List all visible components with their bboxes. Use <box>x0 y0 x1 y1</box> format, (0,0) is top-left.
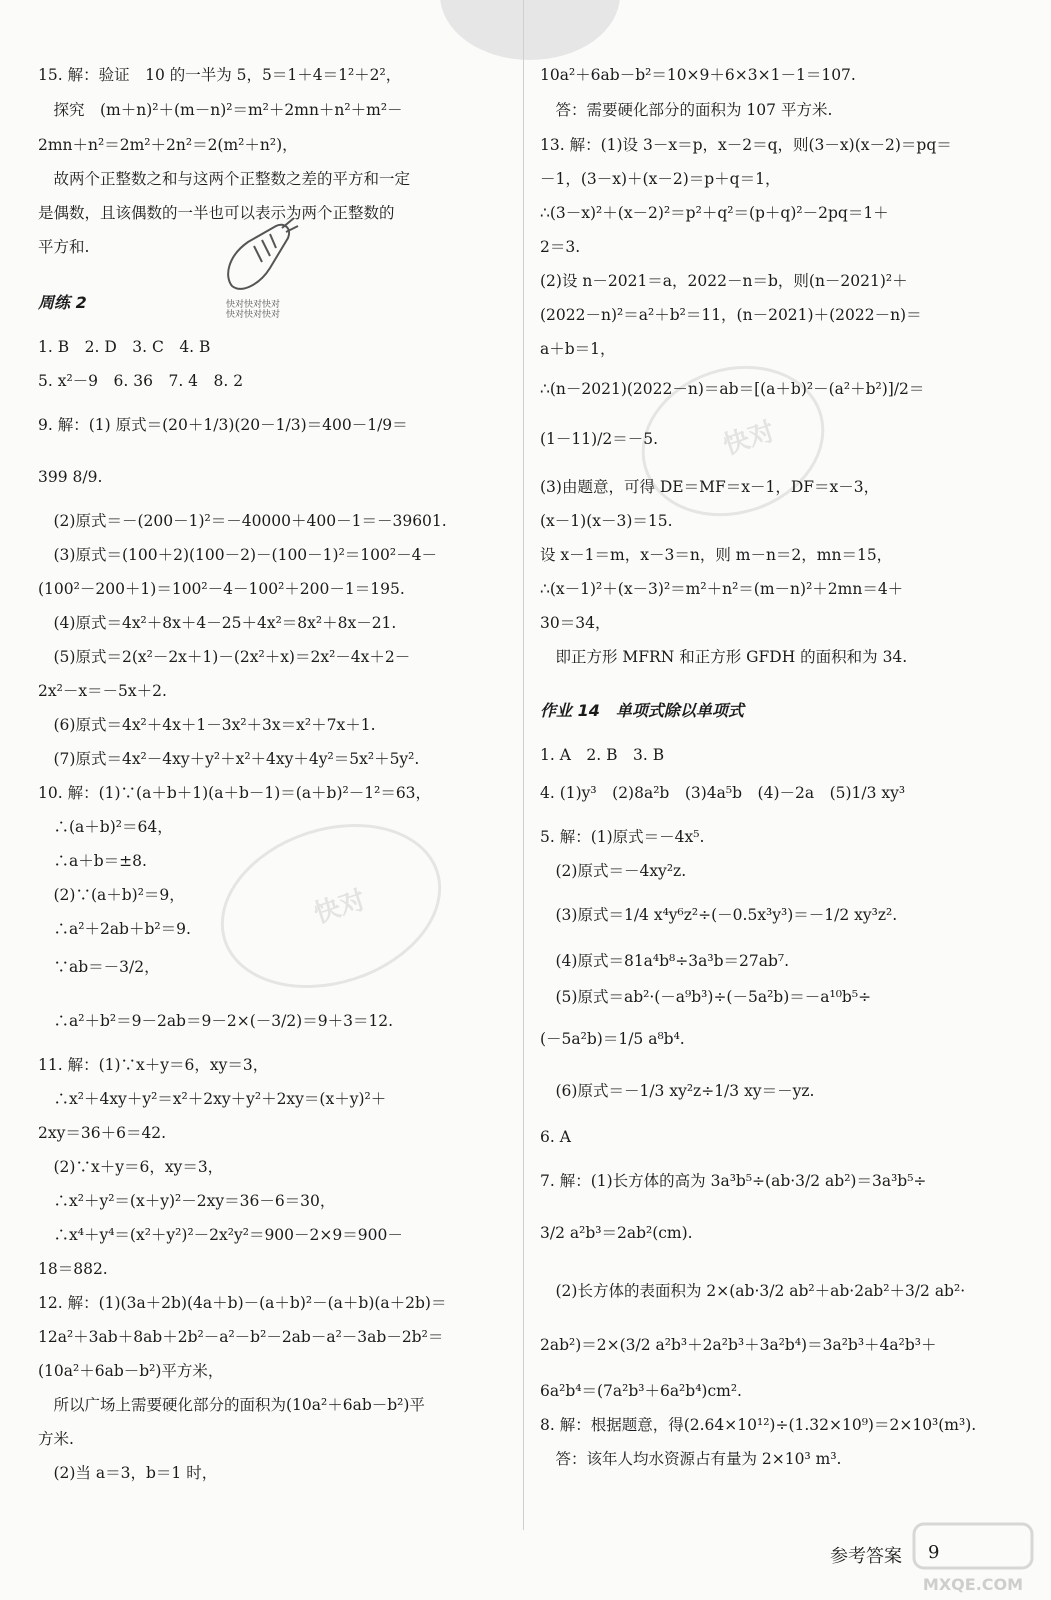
text-line: 3/2 a²b³＝2ab²(cm). <box>540 1224 693 1242</box>
watermark-text: 快对 <box>310 885 370 930</box>
text-line: (1－11)/2＝－5. <box>540 430 659 448</box>
text-line: 所以广场上需要硬化部分的面积为(10a²＋6ab－b²)平 <box>38 1396 425 1414</box>
text-line: (2)原式＝－(200－1)²＝－40000＋400－1＝－39601. <box>38 512 447 530</box>
section-heading: 周练 2 <box>38 293 87 312</box>
text-line: 答：该年人均水资源占有量为 2×10³ m³. <box>540 1450 842 1468</box>
text-line: 探究 (m＋n)²＋(m－n)²＝m²＋2mn＋n²＋m²－ <box>38 101 403 119</box>
text-line: (7)原式＝4x²－4xy＋y²＋x²＋4xy＋4y²＝5x²＋5y². <box>38 750 420 768</box>
watermark-text: 快对 <box>719 416 779 462</box>
text-line: ∴(3－x)²＋(x－2)²＝p²＋q²＝(p＋q)²－2pq＝1＋ <box>540 204 889 222</box>
text-line: 2＝3. <box>540 238 581 256</box>
text-line: 答：需要硬化部分的面积为 107 平方米. <box>540 101 833 119</box>
text-line: (5)原式＝ab²·(－a⁹b³)÷(－5a²b)＝－a¹⁰b⁵÷ <box>540 988 872 1006</box>
text-line: 10. 解：(1)∵(a＋b＋1)(a＋b－1)＝(a＋b)²－1²＝63， <box>38 784 432 802</box>
text-line: 9. 解：(1) 原式＝(20＋1/3)(20－1/3)＝400－1/9＝ <box>38 416 408 434</box>
text-line: 399 8/9. <box>38 468 103 486</box>
text-line: 故两个正整数之和与这两个正整数之差的平方和一定 <box>38 170 411 188</box>
text-line: 方米. <box>38 1430 74 1448</box>
text-line: 2ab²)＝2×(3/2 a²b³＋2a²b³＋3a²b⁴)＝3a²b³＋4a²b³＋ <box>540 1336 937 1354</box>
text-line: (10a²＋6ab－b²)平方米， <box>38 1362 224 1380</box>
text-line: (2)设 n－2021＝a，2022－n＝b，则(n－2021)²＋ <box>540 272 908 290</box>
text-line: (6)原式＝－1/3 xy²z÷1/3 xy＝－yz. <box>540 1082 815 1100</box>
text-line: ∴a＋b＝±8. <box>38 852 147 870</box>
text-line: (－5a²b)＝1/5 a⁸b⁴. <box>540 1030 685 1048</box>
text-line: (4)原式＝81a⁴b⁸÷3a³b＝27ab⁷. <box>540 952 790 970</box>
text-line: (2)原式＝－4xy²z. <box>540 862 687 880</box>
text-line: (3)原式＝(100＋2)(100－2)－(100－1)²＝100²－4－ <box>38 546 437 564</box>
text-line: (3)由题意，可得 DE＝MF＝x－1，DF＝x－3， <box>540 478 880 496</box>
text-line: (2022－n)²＝a²＋b²＝11，(n－2021)＋(2022－n)＝ <box>540 306 922 324</box>
text-line: 12a²＋3ab＋8ab＋2b²－a²－b²－2ab－a²－3ab－2b²＝ <box>38 1328 444 1346</box>
mascot-caption <box>226 300 280 320</box>
carrot-mascot-icon <box>218 216 300 296</box>
text-line: 30＝34， <box>540 614 611 632</box>
text-line: ∴x²＋y²＝(x＋y)²－2xy＝36－6＝30， <box>38 1192 336 1210</box>
text-line: 是偶数，且该偶数的一半也可以表示为两个正整数的 <box>38 204 395 222</box>
text-line: 8. 解：根据题意，得(2.64×10¹²)÷(1.32×10⁹)＝2×10³(m³). <box>540 1416 977 1434</box>
text-line: 即正方形 MFRN 和正方形 GFDH 的面积和为 34. <box>540 648 908 666</box>
text-line: ∴x⁴＋y⁴＝(x²＋y²)²－2x²y²＝900－2×9＝900－ <box>38 1226 403 1244</box>
text-line: 13. 解：(1)设 3－x＝p，x－2＝q，则(3－x)(x－2)＝pq＝ <box>540 136 952 154</box>
text-line: 12. 解：(1)(3a＋2b)(4a＋b)－(a＋b)²－(a＋b)(a＋2b)＝ <box>38 1294 447 1312</box>
footer-label: 参考答案 <box>830 1546 902 1567</box>
section-heading: 作业 14 单项式除以单项式 <box>540 701 744 720</box>
text-line: 11. 解：(1)∵x＋y＝6，xy＝3， <box>38 1056 269 1074</box>
text-line: (2)∵x＋y＝6，xy＝3， <box>38 1158 224 1176</box>
column-divider <box>523 0 524 1530</box>
text-line: 设 x－1＝m，x－3＝n，则 m－n＝2，mn＝15， <box>540 546 893 564</box>
text-line: ∴a²＋2ab＋b²＝9. <box>38 920 191 938</box>
text-line: 平方和. <box>38 238 90 256</box>
text-line: 15. 解：验证 10 的一半为 5，5＝1＋4＝1²＋2²， <box>38 66 402 84</box>
text-line: (100²－200＋1)＝100²－4－100²＋200－1＝195. <box>38 580 405 598</box>
text-line: 5. x²－9 6. 36 7. 4 8. 2 <box>38 372 244 390</box>
page-number: 9 <box>928 1542 940 1563</box>
corner-watermark-text: MXQE.COM <box>922 1575 1024 1594</box>
text-line: (3)原式＝1/4 x⁴y⁶z²÷(－0.5x³y³)＝－1/2 xy³z². <box>540 906 898 924</box>
text-line: (2)长方体的表面积为 2×(ab·3/2 ab²＋ab·2ab²＋3/2 ab²· <box>540 1282 966 1300</box>
text-line: 18＝882. <box>38 1260 108 1278</box>
text-line: ∴(n－2021)(2022－n)＝ab＝[(a＋b)²－(a²＋b²)]/2＝ <box>540 380 925 398</box>
text-line: 2x²－x＝－5x＋2. <box>38 682 167 700</box>
text-line: 7. 解：(1)长方体的高为 3a³b⁵÷(ab·3/2 ab²)＝3a³b⁵÷ <box>540 1172 927 1190</box>
text-line: (6)原式＝4x²＋4x＋1－3x²＋3x＝x²＋7x＋1. <box>38 716 376 734</box>
text-line: 1. A 2. B 3. B <box>540 746 665 764</box>
text-line: 2xy＝36＋6＝42. <box>38 1124 167 1142</box>
mascot-caption-line: 快对快对快对 <box>226 310 281 320</box>
text-line: (x－1)(x－3)＝15. <box>540 512 673 530</box>
text-line: (4)原式＝4x²＋8x＋4－25＋4x²＝8x²＋8x－21. <box>38 614 397 632</box>
text-line: (2)当 a＝3，b＝1 时， <box>38 1464 218 1482</box>
text-line: 2mn＋n²＝2m²＋2n²＝2(m²＋n²)， <box>38 136 298 154</box>
text-line: 6a²b⁴＝(7a²b³＋6a²b⁴)cm². <box>540 1382 742 1400</box>
text-line: 4. (1)y³ (2)8a²b (3)4a⁵b (4)－2a (5)1/3 xy³ <box>540 784 906 802</box>
text-line: ∴x²＋4xy＋y²＝x²＋2xy＋y²＋2xy＝(x＋y)²＋ <box>38 1090 387 1108</box>
text-line: 5. 解：(1)原式＝－4x⁵. <box>540 828 705 846</box>
text-line: ∵ab＝－3/2， <box>38 958 160 976</box>
text-line: 1. B 2. D 3. C 4. B <box>38 338 211 356</box>
text-line: 10a²＋6ab－b²＝10×9＋6×3×1－1＝107. <box>540 66 856 84</box>
top-decoration <box>440 0 620 60</box>
text-line: 6. A <box>540 1128 571 1146</box>
text-line: ∴a²＋b²＝9－2ab＝9－2×(－3/2)＝9＋3＝12. <box>38 1012 394 1030</box>
text-line: －1，(3－x)＋(x－2)＝p＋q＝1， <box>540 170 781 188</box>
text-line: ∴(x－1)²＋(x－3)²＝m²＋n²＝(m－n)²＋2mn＝4＋ <box>540 580 904 598</box>
text-line: (2)∵(a＋b)²＝9， <box>38 886 185 904</box>
corner-watermark-logo-icon <box>908 1520 1038 1596</box>
mascot-caption-line: 快对快对快对 <box>226 300 281 310</box>
text-line: a＋b＝1， <box>540 340 616 358</box>
text-line: (5)原式＝2(x²－2x＋1)－(2x²＋x)＝2x²－4x＋2－ <box>38 648 411 666</box>
text-line: ∴(a＋b)²＝64， <box>38 818 173 836</box>
watermark-stamp <box>199 797 462 1015</box>
